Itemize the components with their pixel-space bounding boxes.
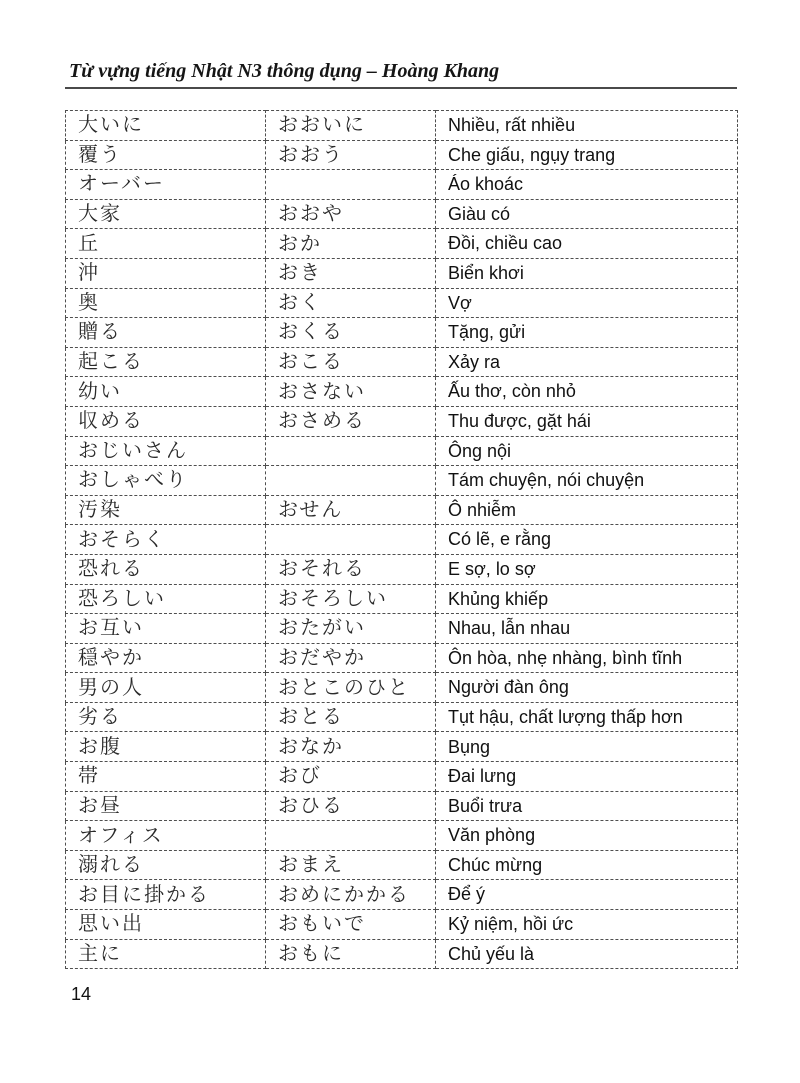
reading-cell: おひる [266, 791, 436, 821]
reading-cell: おおや [266, 199, 436, 229]
table-row [66, 821, 738, 851]
meaning-cell: Che giấu, ngụy trang [436, 140, 738, 170]
meaning-cell: Ông nội [436, 436, 738, 466]
table-row [66, 643, 738, 673]
page-title: Từ vựng tiếng Nhật N3 thông dụng – Hoàng Khang [69, 60, 500, 82]
meaning-cell: Biển khơi [436, 258, 738, 288]
table-row [66, 910, 738, 940]
table-row [66, 702, 738, 732]
word-cell: おそらく [66, 525, 266, 555]
meaning-cell: Văn phòng [436, 821, 738, 851]
reading-cell: おさない [266, 377, 436, 407]
reading-cell [266, 170, 436, 200]
reading-cell: おとる [266, 702, 436, 732]
reading-cell [266, 466, 436, 496]
reading-cell: おなか [266, 732, 436, 762]
reading-cell: おさめる [266, 406, 436, 436]
word-cell: 覆う [66, 140, 266, 170]
table-row [66, 939, 738, 969]
table-row [66, 406, 738, 436]
word-cell: お腹 [66, 732, 266, 762]
table-row [66, 347, 738, 377]
meaning-cell: Buổi trưa [436, 791, 738, 821]
table-row [66, 377, 738, 407]
word-cell: 贈る [66, 318, 266, 348]
table-row [66, 111, 738, 141]
meaning-cell: Ô nhiễm [436, 495, 738, 525]
word-cell: 丘 [66, 229, 266, 259]
meaning-cell: E sợ, lo sợ [436, 554, 738, 584]
table-row [66, 318, 738, 348]
table-row [66, 673, 738, 703]
reading-cell: おき [266, 258, 436, 288]
word-cell: 劣る [66, 702, 266, 732]
page-number: 14 [71, 984, 92, 1005]
meaning-cell: Vợ [436, 288, 738, 318]
table-row [66, 495, 738, 525]
table-row [66, 762, 738, 792]
reading-cell: おもいで [266, 910, 436, 940]
table-row [66, 140, 738, 170]
vocab-table-body [66, 111, 738, 969]
word-cell: おじいさん [66, 436, 266, 466]
vocab-table [65, 110, 738, 969]
table-row [66, 791, 738, 821]
meaning-cell: Thu được, gặt hái [436, 406, 738, 436]
meaning-cell: Ấu thơ, còn nhỏ [436, 377, 738, 407]
meaning-cell: Áo khoác [436, 170, 738, 200]
meaning-cell: Để ý [436, 880, 738, 910]
reading-cell: おとこのひと [266, 673, 436, 703]
table-row [66, 258, 738, 288]
word-cell: オーバー [66, 170, 266, 200]
word-cell: お昼 [66, 791, 266, 821]
table-row [66, 199, 738, 229]
table-row [66, 466, 738, 496]
word-cell: 男の人 [66, 673, 266, 703]
word-cell: お目に掛かる [66, 880, 266, 910]
reading-cell: おか [266, 229, 436, 259]
reading-cell: おく [266, 288, 436, 318]
word-cell: 溺れる [66, 850, 266, 880]
meaning-cell: Chúc mừng [436, 850, 738, 880]
reading-cell: おくる [266, 318, 436, 348]
reading-cell: おたがい [266, 614, 436, 644]
meaning-cell: Chủ yếu là [436, 939, 738, 969]
reading-cell: おこる [266, 347, 436, 377]
table-row [66, 850, 738, 880]
word-cell: 幼い [66, 377, 266, 407]
meaning-cell: Tụt hậu, chất lượng thấp hơn [436, 702, 738, 732]
word-cell: 奥 [66, 288, 266, 318]
meaning-cell: Có lẽ, e rằng [436, 525, 738, 555]
table-row [66, 584, 738, 614]
reading-cell: おまえ [266, 850, 436, 880]
reading-cell [266, 436, 436, 466]
word-cell: おしゃべり [66, 466, 266, 496]
reading-cell: おそれる [266, 554, 436, 584]
word-cell: 穏やか [66, 643, 266, 673]
word-cell: 沖 [66, 258, 266, 288]
meaning-cell: Giàu có [436, 199, 738, 229]
reading-cell: おせん [266, 495, 436, 525]
word-cell: 収める [66, 406, 266, 436]
word-cell: 主に [66, 939, 266, 969]
reading-cell [266, 525, 436, 555]
meaning-cell: Khủng khiếp [436, 584, 738, 614]
table-row [66, 170, 738, 200]
word-cell: 恐ろしい [66, 584, 266, 614]
word-cell: オフィス [66, 821, 266, 851]
reading-cell: おそろしい [266, 584, 436, 614]
meaning-cell: Người đàn ông [436, 673, 738, 703]
reading-cell: おおいに [266, 111, 436, 141]
table-row [66, 554, 738, 584]
reading-cell: おび [266, 762, 436, 792]
word-cell: 大家 [66, 199, 266, 229]
reading-cell [266, 821, 436, 851]
table-row [66, 525, 738, 555]
reading-cell: おもに [266, 939, 436, 969]
table-row [66, 880, 738, 910]
word-cell: 思い出 [66, 910, 266, 940]
word-cell: 起こる [66, 347, 266, 377]
reading-cell: おめにかかる [266, 880, 436, 910]
meaning-cell: Đồi, chiều cao [436, 229, 738, 259]
word-cell: 帯 [66, 762, 266, 792]
meaning-cell: Bụng [436, 732, 738, 762]
meaning-cell: Tám chuyện, nói chuyện [436, 466, 738, 496]
reading-cell: おおう [266, 140, 436, 170]
word-cell: 恐れる [66, 554, 266, 584]
page-header [65, 60, 737, 89]
table-row [66, 288, 738, 318]
meaning-cell: Kỷ niệm, hồi ức [436, 910, 738, 940]
table-row [66, 732, 738, 762]
meaning-cell: Nhau, lẫn nhau [436, 614, 738, 644]
table-row [66, 436, 738, 466]
meaning-cell: Tặng, gửi [436, 318, 738, 348]
word-cell: 汚染 [66, 495, 266, 525]
table-row [66, 229, 738, 259]
table-row [66, 614, 738, 644]
meaning-cell: Xảy ra [436, 347, 738, 377]
meaning-cell: Nhiều, rất nhiều [436, 111, 738, 141]
reading-cell: おだやか [266, 643, 436, 673]
meaning-cell: Đai lưng [436, 762, 738, 792]
meaning-cell: Ôn hòa, nhẹ nhàng, bình tĩnh [436, 643, 738, 673]
word-cell: 大いに [66, 111, 266, 141]
word-cell: お互い [66, 614, 266, 644]
